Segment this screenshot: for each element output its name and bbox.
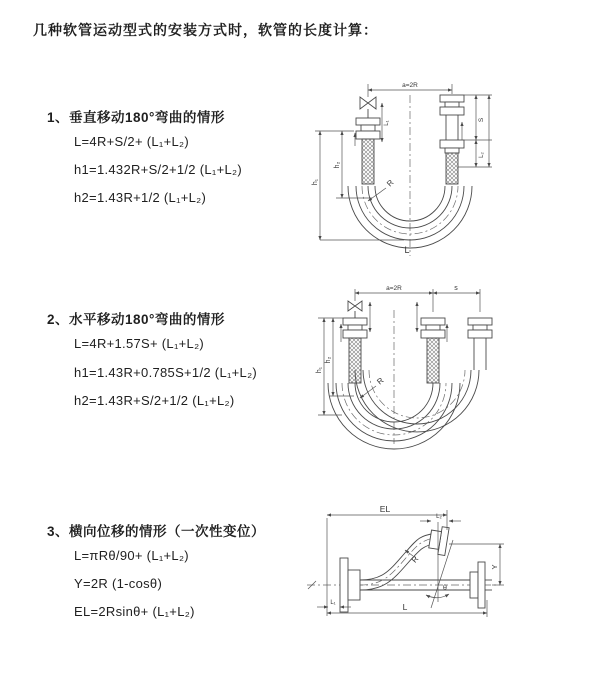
hose-s-curve xyxy=(360,533,439,590)
label-l2: L₂ xyxy=(436,514,442,520)
label-theta: θ xyxy=(443,585,447,592)
upper-flange xyxy=(428,525,449,555)
valve-icon xyxy=(348,289,362,318)
label-h1: h₁ xyxy=(312,178,319,186)
label-h1: h₁ xyxy=(316,366,323,374)
section-3-heading: 3、横向位移的情形（一次性变位） xyxy=(47,524,266,539)
section-2-heading: 2、水平移动180°弯曲的情形 xyxy=(47,312,225,327)
dim-a2r xyxy=(355,285,480,312)
label-h2: h₂ xyxy=(325,356,332,364)
section-2-formula-L: L=4R+1.57S+ (L₁+L₂) xyxy=(74,336,205,351)
dim-s xyxy=(433,285,480,293)
left-flange xyxy=(340,558,360,612)
diagram-vertical-180-bend xyxy=(300,70,580,260)
label-l2: L₂ xyxy=(479,152,485,158)
page-title: 几种软管运动型式的安装方式时，软管的长度计算： xyxy=(33,22,378,38)
section-2-formula-h1: h1=1.43R+0.785S+1/2 (L₁+L₂) xyxy=(74,365,258,380)
label-y: Y xyxy=(490,564,499,570)
dim-l2 xyxy=(476,140,485,167)
braided-hose-section xyxy=(362,139,374,184)
label-el: EL xyxy=(379,504,391,514)
section-3-formula-EL: EL=2Rsinθ+ (L₁+L₂) xyxy=(74,604,195,619)
label-s: S xyxy=(478,117,485,123)
section-3-formula-L: L=πRθ/90+ (L₁+L₂) xyxy=(74,548,189,563)
dim-l1 xyxy=(382,103,390,142)
dim-l xyxy=(327,600,487,617)
middle-pipe xyxy=(421,318,447,383)
label-r: R xyxy=(385,178,396,189)
diagram-lateral-displacement xyxy=(295,500,595,645)
label-r: R xyxy=(375,375,386,387)
section-1-formula-h2: h2=1.43R+1/2 (L₁+L₂) xyxy=(74,190,207,205)
section-1-formula-L: L=4R+S/2+ (L₁+L₂) xyxy=(74,134,189,149)
left-pipe xyxy=(355,118,380,184)
right-pipe-moved xyxy=(468,318,492,370)
label-s: s xyxy=(454,285,458,292)
label-h2: h₂ xyxy=(334,161,341,169)
diagram-horizontal-180-bend xyxy=(300,282,580,457)
section-2-formula-h2: h2=1.43R+S/2+1/2 (L₁+L₂) xyxy=(74,393,235,408)
label-a2r: a=2R xyxy=(386,285,402,292)
dim-s xyxy=(458,95,492,167)
section-3-formula-Y: Y=2R (1-cosθ) xyxy=(74,576,163,591)
section-1-heading: 1、垂直移动180°弯曲的情形 xyxy=(47,110,225,125)
label-a2r: a=2R xyxy=(402,82,418,89)
label-l: L xyxy=(402,602,408,612)
label-l: L xyxy=(404,245,410,255)
right-pipe xyxy=(440,95,464,184)
braided-hose-section xyxy=(427,338,439,383)
label-l1: L₁ xyxy=(330,600,336,606)
valve-icon xyxy=(360,84,376,118)
label-r: R xyxy=(409,554,421,565)
label-l1: L₁ xyxy=(384,120,390,126)
section-1-formula-h1: h1=1.432R+S/2+1/2 (L₁+L₂) xyxy=(74,162,242,177)
dim-a2r xyxy=(368,82,452,94)
braided-hose-section xyxy=(446,153,458,184)
